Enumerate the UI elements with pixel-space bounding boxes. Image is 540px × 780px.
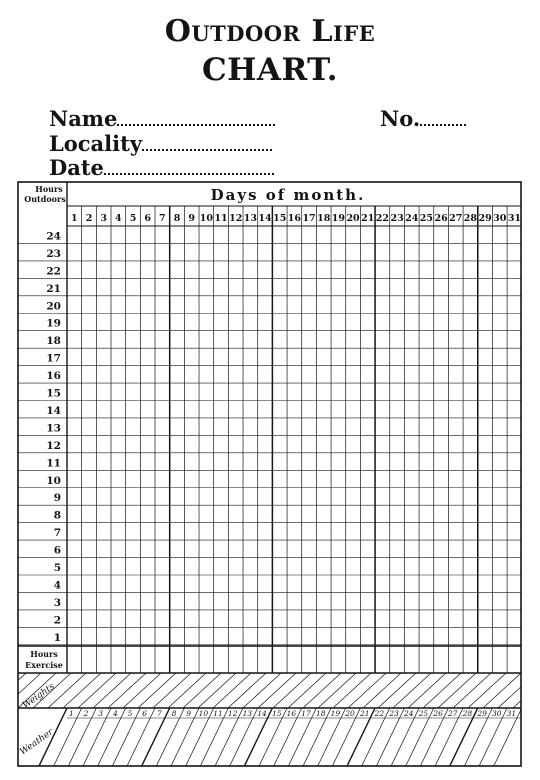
day-number-label: 31 bbox=[507, 213, 522, 224]
weather-day-number: 15 bbox=[271, 709, 282, 718]
day-number-label: 8 bbox=[173, 213, 181, 224]
weights-hatch-line bbox=[93, 673, 131, 708]
weather-day-number: 28 bbox=[462, 709, 473, 718]
weights-hatch-line bbox=[483, 673, 521, 708]
hour-label: 5 bbox=[53, 562, 61, 574]
day-number-label: 11 bbox=[214, 213, 228, 224]
weights-hatch-line bbox=[348, 673, 386, 708]
weather-day-number: 16 bbox=[286, 709, 297, 718]
day-number-label: 23 bbox=[390, 213, 404, 224]
weights-hatch-line bbox=[198, 673, 236, 708]
weights-hatch-line bbox=[423, 673, 461, 708]
day-number-label: 13 bbox=[243, 213, 257, 224]
weights-hatch-line bbox=[288, 673, 326, 708]
weights-hatch-line bbox=[498, 673, 536, 708]
day-number-label: 24 bbox=[405, 213, 419, 224]
hour-label: 14 bbox=[46, 404, 61, 417]
day-number-label: 14 bbox=[258, 213, 272, 224]
day-number-label: 21 bbox=[361, 213, 375, 224]
hour-label: 4 bbox=[53, 579, 61, 592]
day-number-label: 26 bbox=[434, 213, 448, 224]
weights-hatch-line bbox=[213, 673, 251, 708]
hour-label: 11 bbox=[46, 457, 61, 470]
hour-label: 15 bbox=[46, 387, 61, 400]
hour-label: 7 bbox=[53, 527, 61, 540]
hour-label: 1 bbox=[53, 631, 61, 644]
weather-day-number: 5 bbox=[127, 709, 133, 718]
day-number-label: 30 bbox=[493, 213, 507, 224]
weather-day-number: 4 bbox=[112, 709, 118, 718]
hour-label: 3 bbox=[53, 596, 61, 609]
weather-day-number: 9 bbox=[186, 709, 192, 718]
day-number-label: 5 bbox=[129, 213, 137, 224]
day-number-label: 15 bbox=[273, 213, 287, 224]
weather-day-number: 7 bbox=[156, 709, 162, 718]
hour-label: 2 bbox=[53, 614, 61, 627]
weather-day-number: 12 bbox=[227, 709, 238, 718]
day-number-label: 27 bbox=[449, 213, 463, 224]
weather-day-number: 23 bbox=[389, 709, 399, 718]
hour-label: 19 bbox=[46, 317, 61, 330]
weather-day-number: 14 bbox=[257, 709, 267, 718]
weather-day-number: 3 bbox=[98, 709, 104, 718]
day-number-label: 25 bbox=[419, 213, 434, 224]
day-number-label: 22 bbox=[375, 213, 390, 224]
hour-label: 13 bbox=[46, 422, 61, 435]
weather-day-number: 13 bbox=[242, 709, 253, 718]
weather-day-number: 17 bbox=[301, 709, 311, 718]
day-number-label: 1 bbox=[71, 213, 78, 224]
weights-hatch-line bbox=[393, 673, 431, 708]
weather-day-number: 20 bbox=[345, 709, 355, 718]
day-number-label: 7 bbox=[159, 213, 166, 224]
hour-label: 18 bbox=[46, 335, 61, 348]
weather-slant-line bbox=[54, 708, 82, 766]
weights-hatch-line bbox=[138, 673, 176, 708]
weather-day-number: 2 bbox=[83, 709, 89, 718]
weights-hatch-line bbox=[273, 673, 311, 708]
weights-hatch-line bbox=[468, 673, 506, 708]
weather-label: Weather bbox=[18, 727, 56, 758]
date-label: Date bbox=[49, 155, 104, 180]
hour-label: 22 bbox=[46, 265, 61, 278]
hour-label: 20 bbox=[46, 300, 61, 313]
day-number-label: 6 bbox=[144, 213, 151, 224]
hour-label: 8 bbox=[53, 509, 61, 522]
weather-day-number: 18 bbox=[315, 709, 326, 718]
day-number-label: 3 bbox=[100, 213, 107, 224]
weights-hatch-line bbox=[408, 673, 446, 708]
weights-hatch-line bbox=[318, 673, 356, 708]
day-number-label: 12 bbox=[229, 213, 243, 224]
day-number-label: 28 bbox=[463, 213, 478, 224]
weights-hatch-line bbox=[0, 673, 11, 708]
day-number-label: 19 bbox=[331, 213, 346, 224]
weather-day-number: 22 bbox=[374, 709, 385, 718]
hour-label: 6 bbox=[53, 544, 61, 557]
weather-day-number: 19 bbox=[330, 709, 341, 718]
weights-hatch-line bbox=[303, 673, 341, 708]
hour-label: 17 bbox=[46, 352, 61, 365]
day-number-label: 9 bbox=[188, 213, 196, 224]
exercise-label-exercise: Exercise bbox=[25, 660, 63, 670]
weather-day-number: 21 bbox=[359, 709, 370, 718]
weather-day-number: 1 bbox=[68, 709, 74, 718]
day-number-label: 18 bbox=[317, 213, 331, 224]
weights-hatch-line bbox=[108, 673, 146, 708]
weights-label: Weights bbox=[21, 681, 57, 711]
weights-hatch-line bbox=[78, 673, 116, 708]
weights-hatch-line bbox=[168, 673, 206, 708]
weather-day-number: 24 bbox=[403, 709, 414, 718]
day-number-label: 10 bbox=[199, 213, 213, 224]
weights-hatch-line bbox=[228, 673, 266, 708]
weather-day-number: 31 bbox=[506, 709, 517, 718]
weights-hatch-line bbox=[363, 673, 401, 708]
weights-hatch-line bbox=[63, 673, 101, 708]
weights-hatch-line bbox=[333, 673, 371, 708]
hour-label: 21 bbox=[46, 282, 61, 295]
weights-hatch-line bbox=[183, 673, 221, 708]
weights-hatch-line bbox=[258, 673, 296, 708]
day-number-label: 17 bbox=[302, 213, 316, 224]
chart-title-line2: CHART. bbox=[201, 52, 339, 88]
weather-day-number: 30 bbox=[491, 709, 502, 718]
day-number-label: 16 bbox=[287, 213, 302, 224]
weights-hatch-line bbox=[123, 673, 161, 708]
hour-label: 16 bbox=[46, 370, 61, 383]
weather-day-number: 29 bbox=[477, 709, 487, 718]
weather-day-number: 25 bbox=[418, 709, 429, 718]
day-number-label: 2 bbox=[85, 213, 93, 224]
day-number-label: 4 bbox=[115, 213, 122, 224]
weights-hatch-line bbox=[153, 673, 191, 708]
weather-day-number: 11 bbox=[213, 709, 223, 718]
weather-day-number: 8 bbox=[171, 709, 177, 718]
weather-day-number: 27 bbox=[447, 709, 458, 718]
weights-hatch-line bbox=[378, 673, 416, 708]
day-number-label: 20 bbox=[346, 213, 360, 224]
exercise-label-hours: Hours bbox=[30, 649, 58, 659]
chart-frame bbox=[18, 182, 521, 766]
name-label: Name bbox=[49, 106, 118, 131]
number-label: No. bbox=[380, 106, 421, 131]
hour-label: 12 bbox=[46, 439, 61, 452]
weights-hatch-line bbox=[528, 673, 540, 708]
corner-label-outdoors: Outdoors bbox=[24, 194, 66, 204]
hour-label: 9 bbox=[53, 492, 61, 505]
weather-day-number: 6 bbox=[142, 709, 148, 718]
weights-hatch-line bbox=[438, 673, 476, 708]
weights-hatch-line bbox=[453, 673, 491, 708]
hour-label: 10 bbox=[46, 474, 61, 487]
weights-hatch-line bbox=[243, 673, 281, 708]
corner-label-hours: Hours bbox=[35, 184, 63, 194]
days-header: Days of month. bbox=[210, 186, 366, 204]
hour-label: 23 bbox=[46, 247, 61, 260]
weather-day-number: 26 bbox=[433, 709, 443, 718]
hour-label: 24 bbox=[46, 230, 61, 243]
locality-label: Locality bbox=[49, 131, 143, 156]
chart-title-line1: Outdoor Life bbox=[164, 14, 376, 49]
day-number-label: 29 bbox=[478, 213, 492, 224]
weather-day-number: 10 bbox=[198, 709, 209, 718]
